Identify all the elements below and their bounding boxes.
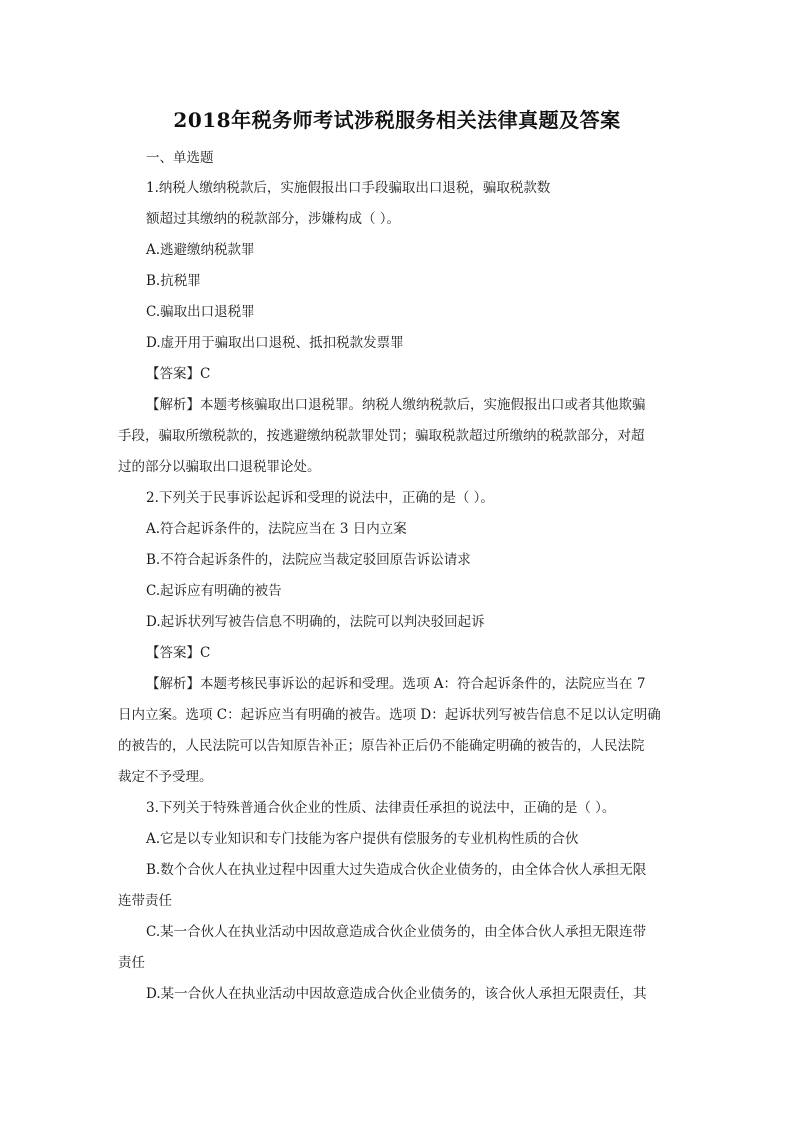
- question-1-option-b: B.抗税罪: [146, 273, 201, 289]
- question-3-option-d: D.某一合伙人在执业活动中因故意造成合伙企业债务的，该合伙人承担无限责任，其: [146, 986, 647, 1002]
- question-2-option-b: B.不符合起诉条件的，法院应当裁定驳回原告诉讼请求: [146, 552, 471, 568]
- question-3-option-b: B.数个合伙人在执业过程中因重大过失造成合伙企业债务的，由全体合伙人承担无限: [146, 862, 647, 878]
- question-1-analysis: 【解析】本题考核骗取出口退税罪。纳税人缴纳税款后，实施假报出口或者其他欺骗: [146, 397, 646, 413]
- question-2-analysis-cont: 裁定不予受理。: [118, 769, 213, 785]
- question-2-answer: 【答案】C: [146, 645, 211, 661]
- question-3-option-b-cont: 连带责任: [118, 893, 172, 909]
- question-3-stem: 3.下列关于特殊普通合伙企业的性质、法律责任承担的说法中，正确的是（ ）。: [146, 800, 616, 816]
- question-2-stem: 2.下列关于民事诉讼起诉和受理的说法中，正确的是（ ）。: [146, 490, 494, 506]
- question-2-option-d: D.起诉状列写被告信息不明确的，法院可以判决驳回起诉: [146, 614, 485, 630]
- question-1-option-d: D.虚开用于骗取出口退税、抵扣税款发票罪: [146, 335, 404, 351]
- document-title: 2018年税务师考试涉税服务相关法律真题及答案: [173, 108, 621, 132]
- section-heading: 一、单选题: [146, 150, 214, 166]
- question-1-option-a: A.逃避缴纳税款罪: [146, 242, 255, 258]
- question-2-option-c: C.起诉应有明确的被告: [146, 583, 282, 599]
- question-2-option-a: A.符合起诉条件的，法院应当在 3 日内立案: [146, 521, 407, 537]
- question-1-stem-cont: 额超过其缴纳的税款部分，涉嫌构成（ ）。: [146, 211, 401, 227]
- question-3-option-c-cont: 责任: [118, 955, 145, 971]
- question-1-answer: 【答案】C: [146, 366, 211, 382]
- question-1-analysis-cont: 过的部分以骗取出口退税罪论处。: [118, 459, 321, 475]
- question-1-analysis-cont: 手段，骗取所缴税款的，按逃避缴纳税款罪处罚；骗取税款超过所缴纳的税款部分，对超: [118, 428, 645, 444]
- question-3-option-a: A.它是以专业知识和专门技能为客户提供有偿服务的专业机构性质的合伙: [146, 831, 579, 847]
- question-1-stem: 1.纳税人缴纳税款后，实施假报出口手段骗取出口退税，骗取税款数: [146, 180, 551, 196]
- question-2-analysis: 【解析】本题考核民事诉讼的起诉和受理。选项 A：符合起诉条件的，法院应当在 7: [146, 676, 646, 692]
- question-1-option-c: C.骗取出口退税罪: [146, 304, 255, 320]
- question-3-option-c: C.某一合伙人在执业活动中因故意造成合伙企业债务的，由全体合伙人承担无限连带: [146, 924, 647, 940]
- question-2-analysis-cont: 日内立案。选项 C：起诉应当有明确的被告。选项 D：起诉状列写被告信息不足以认定明确: [118, 707, 661, 723]
- question-2-analysis-cont: 的被告的，人民法院可以告知原告补正；原告补正后仍不能确定明确的被告的，人民法院: [118, 738, 645, 754]
